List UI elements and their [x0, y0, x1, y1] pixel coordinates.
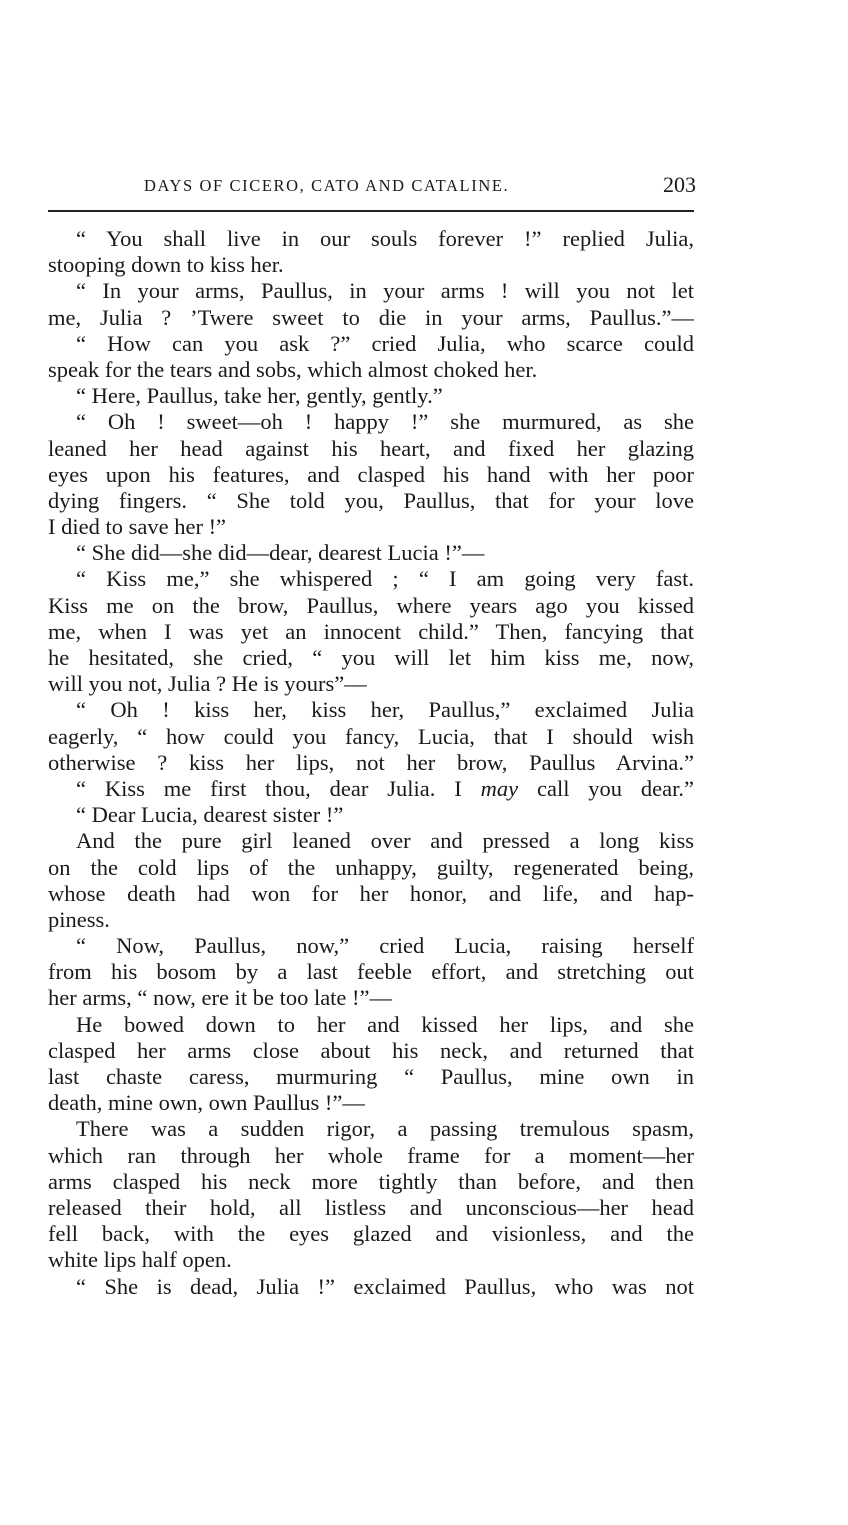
text-line: me, when I was yet an innocent child.” Then, fancying that — [48, 618, 694, 644]
text-line: “ You shall live in our souls forever !” replied Julia, — [76, 226, 694, 251]
text-line: “ Oh ! sweet—oh ! happy !” she murmured, as she — [76, 409, 694, 435]
text-line: he hesitated, she cried, “ you will let him kiss me, now, — [48, 645, 694, 670]
italic-word: may — [480, 775, 519, 801]
text-segment: “ Kiss me first thou, dear Julia. I — [76, 775, 481, 801]
text-line: her arms, “ now, ere it be too late !”— — [48, 985, 393, 1011]
text-line: Kiss me on the brow, Paullus, where years ago you kissed — [48, 592, 694, 618]
text-line: piness. — [48, 906, 110, 932]
text-line: whose death had won for her honor, and life, and hap- — [48, 880, 694, 906]
text-line: eagerly, “ how could you fancy, Lucia, that I should wish — [48, 723, 694, 749]
page-number: 203 — [663, 172, 696, 197]
text-line: “ Kiss me,” she whispered ; “ I am going very fast. — [76, 566, 694, 592]
text-line — [48, 776, 694, 802]
text-line: leaned her head against his heart, and fixed her glazing — [48, 435, 694, 461]
text-line: will you not, Julia ? He is yours”— — [48, 671, 367, 697]
text-line: released their hold, all listless and unconscious—her head — [48, 1194, 694, 1220]
text-line: stooping down to kiss her. — [48, 252, 284, 278]
text-line: I died to save her !” — [48, 514, 227, 540]
text-line: last chaste caress, murmuring “ Paullus, mine own in — [48, 1064, 694, 1089]
text-line: “ She is dead, Julia !” exclaimed Paullus, who was not — [76, 1273, 694, 1299]
text-line: dying fingers. “ She told you, Paullus, that for your love — [48, 487, 694, 513]
text-line: “ She did—she did—dear, dearest Lucia !”— — [76, 540, 485, 566]
text-line: death, mine own, own Paullus !”— — [48, 1090, 365, 1116]
text-line: speak for the tears and sobs, which almost choked her. — [48, 356, 538, 382]
text-line: He bowed down to her and kissed her lips, and she — [76, 1011, 694, 1037]
text-line: me, Julia ? ’Twere sweet to die in your arms, Paullus.”— — [48, 304, 694, 330]
text-line: “ Here, Paullus, take her, gently, gently.” — [76, 383, 443, 409]
text-line: on the cold lips of the unhappy, guilty, regenerated being, — [48, 854, 694, 880]
text-segment: call you dear.” — [518, 775, 694, 801]
text-line: which ran through her whole frame for a moment—her — [48, 1142, 694, 1168]
text-line: “ Oh ! kiss her, kiss her, Paullus,” exclaimed Julia — [76, 697, 694, 723]
text-line: arms clasped his neck more tightly than before, and then — [48, 1168, 694, 1194]
text-line: eyes upon his features, and clasped his hand with her poor — [48, 461, 694, 487]
text-line: And the pure girl leaned over and pressed a long kiss — [76, 828, 694, 854]
body-text — [48, 226, 694, 1300]
text-line: from his bosom by a last feeble effort, and stretching out — [48, 959, 694, 985]
text-line: white lips half open. — [48, 1247, 232, 1273]
text-line: There was a sudden rigor, a passing tremulous spasm, — [76, 1116, 694, 1142]
text-line: “ Dear Lucia, dearest sister !” — [76, 802, 344, 828]
text-line: clasped her arms close about his neck, and returned that — [48, 1037, 694, 1063]
header-rule — [48, 210, 694, 212]
text-line: “ How can you ask ?” cried Julia, who scarce could — [76, 330, 694, 356]
text-line: otherwise ? kiss her lips, not her brow, Paullus Arvina.” — [48, 749, 694, 775]
text-line: “ In your arms, Paullus, in your arms ! will you not let — [76, 278, 694, 304]
running-head — [48, 172, 696, 208]
text-line: “ Now, Paullus, now,” cried Lucia, raising herself — [76, 933, 694, 959]
text-line: fell back, with the eyes glazed and visionless, and the — [48, 1221, 694, 1247]
running-title: DAYS OF CICERO, CATO AND CATALINE. — [144, 176, 510, 195]
